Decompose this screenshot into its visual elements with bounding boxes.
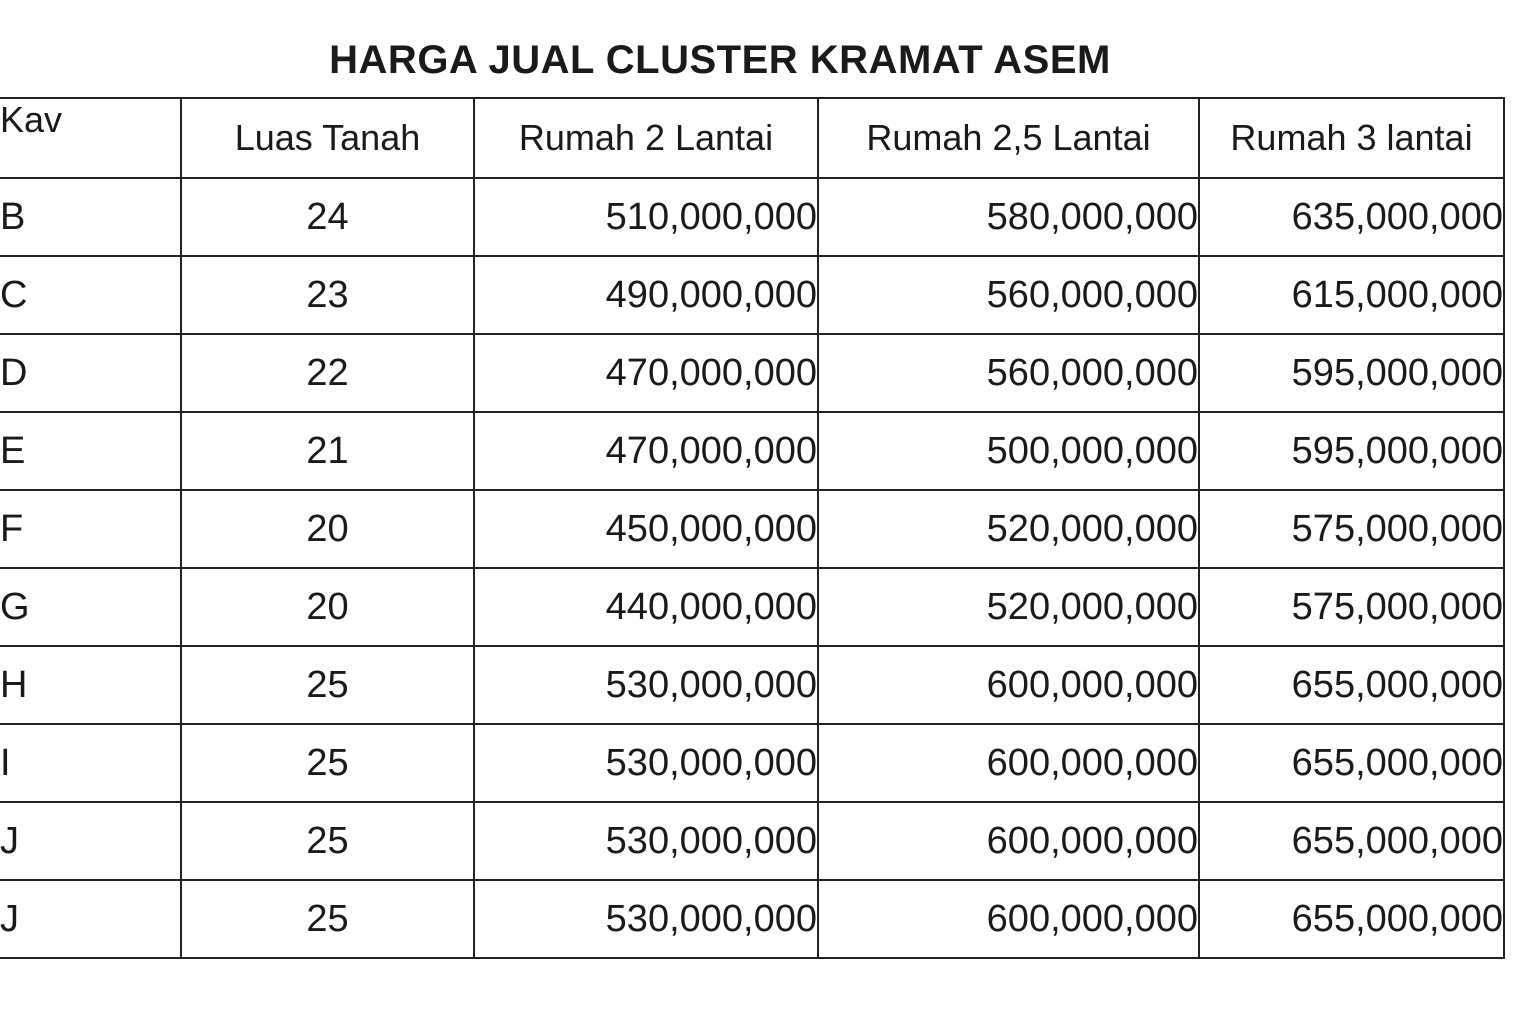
cell-kav: J xyxy=(0,802,181,880)
table-row xyxy=(0,646,1504,724)
cell-luas-tanah: 20 xyxy=(181,490,474,568)
cell-kav: B xyxy=(0,178,181,256)
cell-rumah-2-lantai: 530,000,000 xyxy=(474,802,818,880)
page-title: HARGA JUAL CLUSTER KRAMAT ASEM xyxy=(329,38,1111,82)
cell-luas-tanah: 23 xyxy=(181,256,474,334)
cell-rumah-3-lantai: 615,000,000 xyxy=(1199,256,1504,334)
cell-rumah-3-lantai: 655,000,000 xyxy=(1199,802,1504,880)
cell-kav: C xyxy=(0,256,181,334)
cell-rumah-2-lantai: 440,000,000 xyxy=(474,568,818,646)
header-kav: Kav xyxy=(0,98,181,178)
cell-kav: E xyxy=(0,412,181,490)
cell-rumah-2-5-lantai: 600,000,000 xyxy=(818,880,1199,958)
cell-luas-tanah: 21 xyxy=(181,412,474,490)
cell-rumah-3-lantai: 575,000,000 xyxy=(1199,568,1504,646)
cell-kav: J xyxy=(0,880,181,958)
table-row xyxy=(0,568,1504,646)
table-row xyxy=(0,802,1504,880)
cell-rumah-2-lantai: 470,000,000 xyxy=(474,412,818,490)
cell-kav: D xyxy=(0,334,181,412)
cell-rumah-3-lantai: 655,000,000 xyxy=(1199,880,1504,958)
cell-luas-tanah: 20 xyxy=(181,568,474,646)
cell-rumah-2-lantai: 530,000,000 xyxy=(474,646,818,724)
price-table xyxy=(0,97,1505,959)
cell-rumah-2-5-lantai: 560,000,000 xyxy=(818,334,1199,412)
table-row xyxy=(0,334,1504,412)
table-row xyxy=(0,490,1504,568)
cell-luas-tanah: 24 xyxy=(181,178,474,256)
cell-kav: I xyxy=(0,724,181,802)
cell-luas-tanah: 25 xyxy=(181,724,474,802)
cell-rumah-2-lantai: 510,000,000 xyxy=(474,178,818,256)
header-rumah-2-5-lantai: Rumah 2,5 Lantai xyxy=(818,98,1199,178)
cell-luas-tanah: 22 xyxy=(181,334,474,412)
cell-luas-tanah: 25 xyxy=(181,880,474,958)
table-row xyxy=(0,256,1504,334)
table-header-row xyxy=(0,98,1504,178)
cell-rumah-2-5-lantai: 600,000,000 xyxy=(818,724,1199,802)
cell-rumah-3-lantai: 655,000,000 xyxy=(1199,646,1504,724)
cell-luas-tanah: 25 xyxy=(181,646,474,724)
cell-rumah-2-5-lantai: 520,000,000 xyxy=(818,568,1199,646)
header-rumah-3-lantai: Rumah 3 lantai xyxy=(1199,98,1504,178)
header-rumah-2-lantai: Rumah 2 Lantai xyxy=(474,98,818,178)
cell-kav: G xyxy=(0,568,181,646)
table-row xyxy=(0,178,1504,256)
cell-luas-tanah: 25 xyxy=(181,802,474,880)
table-row xyxy=(0,880,1504,958)
cell-rumah-2-5-lantai: 580,000,000 xyxy=(818,178,1199,256)
cell-kav: F xyxy=(0,490,181,568)
cell-rumah-2-lantai: 470,000,000 xyxy=(474,334,818,412)
cell-rumah-2-5-lantai: 500,000,000 xyxy=(818,412,1199,490)
cell-rumah-3-lantai: 595,000,000 xyxy=(1199,334,1504,412)
cell-rumah-2-lantai: 530,000,000 xyxy=(474,880,818,958)
cell-rumah-3-lantai: 575,000,000 xyxy=(1199,490,1504,568)
cell-rumah-3-lantai: 595,000,000 xyxy=(1199,412,1504,490)
cell-rumah-2-lantai: 530,000,000 xyxy=(474,724,818,802)
cell-rumah-2-lantai: 490,000,000 xyxy=(474,256,818,334)
cell-rumah-2-5-lantai: 520,000,000 xyxy=(818,490,1199,568)
cell-kav: H xyxy=(0,646,181,724)
cell-rumah-2-5-lantai: 600,000,000 xyxy=(818,646,1199,724)
cell-rumah-3-lantai: 655,000,000 xyxy=(1199,724,1504,802)
cell-rumah-2-5-lantai: 600,000,000 xyxy=(818,802,1199,880)
header-luas-tanah: Luas Tanah xyxy=(181,98,474,178)
cell-rumah-2-5-lantai: 560,000,000 xyxy=(818,256,1199,334)
cell-rumah-2-lantai: 450,000,000 xyxy=(474,490,818,568)
table-row xyxy=(0,412,1504,490)
cell-rumah-3-lantai: 635,000,000 xyxy=(1199,178,1504,256)
table-row xyxy=(0,724,1504,802)
